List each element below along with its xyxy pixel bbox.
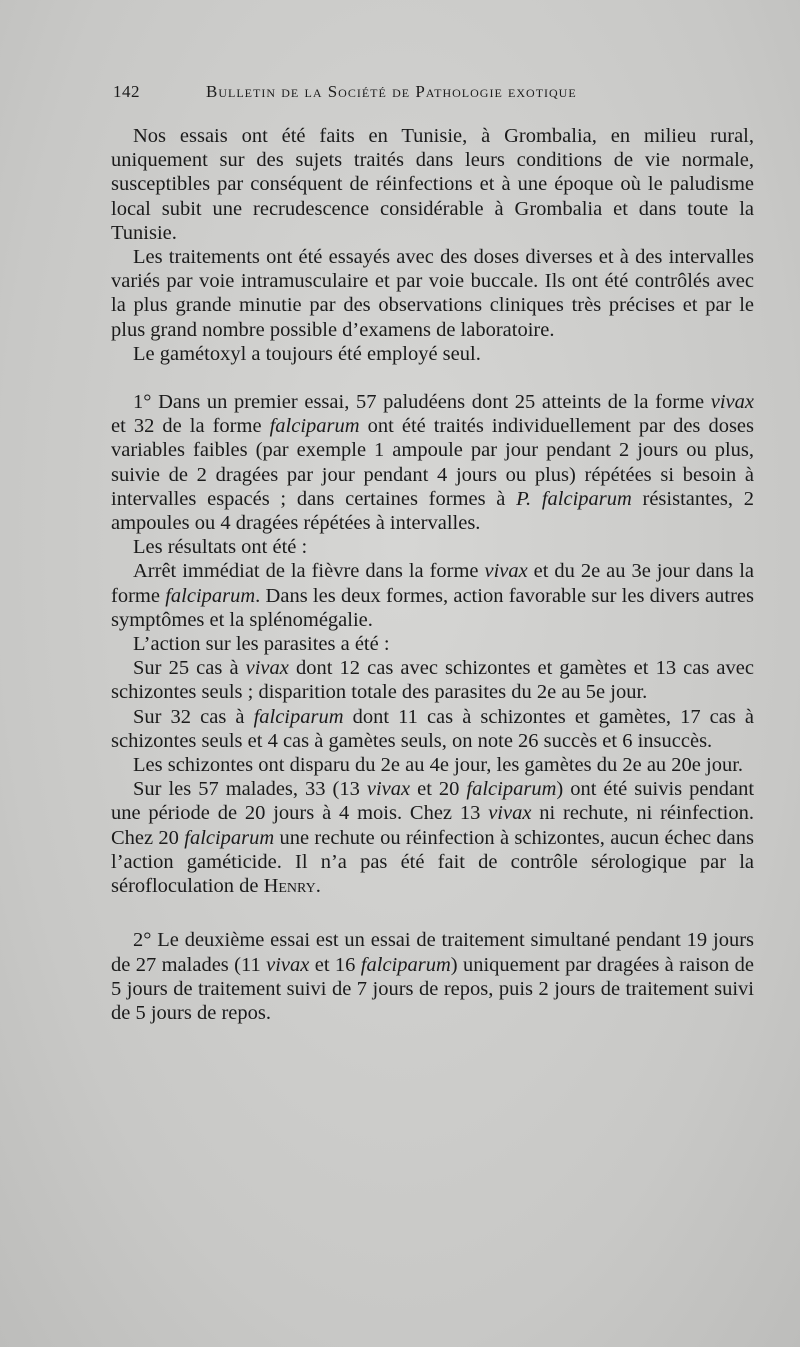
italic-text: vivax (488, 802, 532, 825)
paragraph (111, 124, 754, 245)
text-run: ) ont été suivis pendant une période de 20 jours à 4 mois. Chez 13 (111, 778, 755, 825)
text-run: Arrêt immédiat de la fièvre dans la forme (133, 560, 485, 583)
text-run: Nos essais ont été faits en Tunisie, à Grombalia, en milieu rural, uniquement sur des sujets traités dans leurs conditions de vie normale, susceptibles par conséquent de réinfections et à une époque où le paludisme local subit une recrudescence considérable à Grombalia et dans toute la Tunisie. (111, 125, 754, 244)
running-title: Bulletin de la Société de Pathologie exotique (206, 82, 577, 101)
italic-text: vivax (484, 560, 528, 583)
italic-text: vivax (266, 953, 310, 976)
italic-text: falciparum (360, 953, 451, 976)
paragraph (111, 753, 754, 777)
text-run: ni rechute, ni réinfection. Chez 20 (111, 802, 755, 849)
italic-text: vivax (245, 657, 289, 680)
italic-text: falciparum (466, 778, 557, 801)
text-run: résistantes, 2 ampoules ou 4 dragées répétées à intervalles. (111, 487, 754, 535)
paragraph (111, 390, 754, 535)
paragraph (111, 342, 754, 366)
paragraph (111, 535, 754, 559)
italic-text: vivax (366, 778, 411, 801)
text-run: Sur les 57 malades, 33 (13 (133, 778, 367, 801)
text-run: une rechute ou réinfection à schizontes, aucun échec dans l’action gaméticide. Il n’a pas été fait de contrôle sérologique par la sérofloculation de (111, 826, 754, 898)
italic-text: falciparum (184, 826, 275, 849)
italic-text: vivax (710, 391, 754, 414)
text-run: et 20 (410, 778, 467, 801)
text-run: 2° Le deuxième essai est un essai de traitement simultané pendant 19 jours de 27 malades (11 (111, 929, 754, 976)
paragraph (111, 245, 754, 342)
text-run: Les schizontes ont disparu du 2e au 4e jour, les gamètes du 2e au 20e jour. (133, 754, 744, 777)
text-run: et du 2e au 3e jour dans la forme (111, 560, 755, 607)
text-run: Les résultats ont été : (133, 536, 308, 559)
page-number: 142 (113, 82, 140, 101)
text-run: . (315, 875, 321, 898)
text-run: 1° Dans un premier essai, 57 paludéens dont 25 atteints de la forme (133, 391, 711, 414)
italic-text: falciparum (269, 415, 360, 438)
text-run: et 16 (309, 953, 361, 976)
paragraph (111, 656, 754, 704)
paragraph (111, 777, 754, 898)
body-text (111, 124, 754, 1025)
paragraph (111, 632, 754, 656)
text-run: Sur 25 cas à (133, 657, 246, 680)
paragraph (111, 705, 754, 753)
text-run: Le gamétoxyl a toujours été employé seul. (133, 342, 481, 365)
paragraph (111, 559, 754, 632)
italic-text: falciparum (165, 584, 256, 607)
text-run: . Dans les deux formes, action favorable sur les divers autres symptômes et la splénomégalie. (111, 584, 754, 631)
small-caps-text: Henry (263, 875, 316, 898)
text-run: Les traitements ont été essayés avec des doses diverses et à des intervalles variés par voie intramusculaire et par voie buccale. Ils ont été contrôlés avec la plus grande minutie par des observations cliniques très précises et par le plus grand nombre possible d’examens de laboratoire. (111, 246, 754, 341)
text-run: dont 12 cas avec schizontes et gamètes et 13 cas avec schizontes seuls ; disparition totale des parasites du 2e au 5e jour. (111, 657, 754, 704)
text-run: et 32 de la forme (111, 415, 270, 438)
text-run: L’action sur les parasites a été : (133, 633, 390, 656)
text-run: dont 11 cas à schizontes et gamètes, 17 cas à schizontes seuls et 4 cas à gamètes seuls, on note 26 succès et 6 insuccès. (111, 705, 754, 752)
italic-text: P. falciparum (516, 487, 632, 510)
text-run: ) uniquement par dragées à raison de 5 jours de traitement suivi de 7 jours de repos, puis 2 jours de traitement suivi de 5 jours de repos. (111, 953, 754, 1024)
text-run: Sur 32 cas à (133, 705, 254, 728)
paragraph (111, 928, 754, 1025)
text-run: ont été traités individuellement par des doses variables faibles (par exemple 1 ampoule par jour pendant 2 jours ou plus, suivie de 2 dragées par jour pendant 4 jours ou plus) répétées si besoin à intervalles espacés ; dans certaines formes à (111, 415, 754, 510)
italic-text: falciparum (253, 705, 344, 728)
